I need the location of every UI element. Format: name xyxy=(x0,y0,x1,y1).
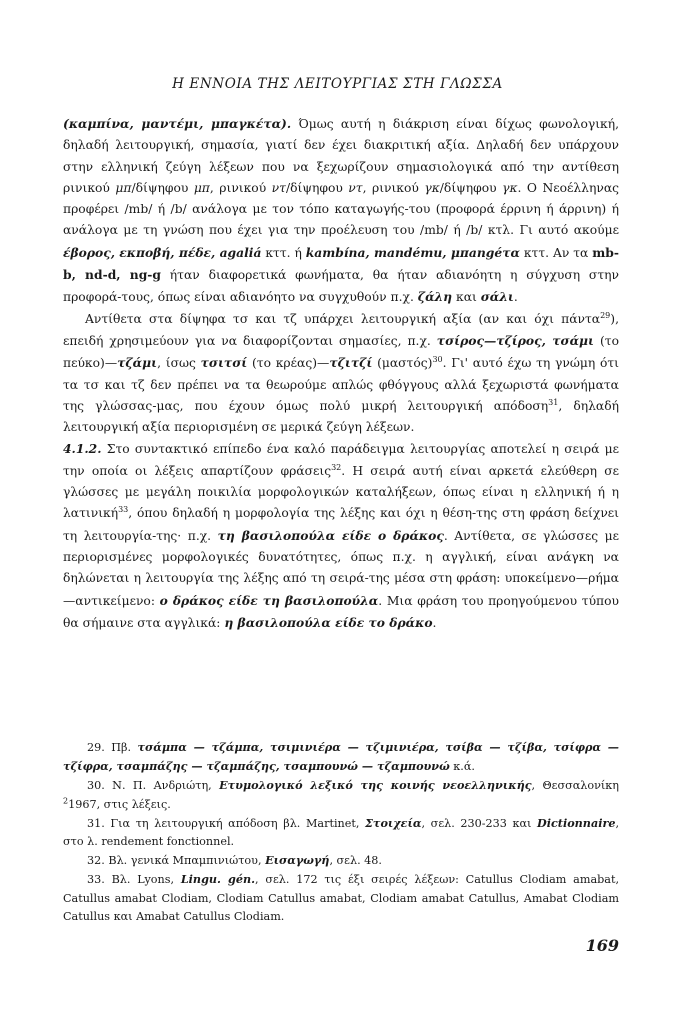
text-span: Όμως αυτή η διάκριση είναι δίχως φωνολογική, δηλαδή λειτουργική, σημασία, γιατί δεν έχει διακριτική αξία. Δηλαδή δεν υπάρχουν στην ελληνική ζεύγη λέξεων που να ξεχωρίζουν σημασιολογικά από την αντίθεση ρινικού xyxy=(63,117,619,195)
text-span: ), επειδή χρησιμεύουν για να διαφορίζονται σημασίες, π.χ. xyxy=(63,311,619,348)
text-span: , δηλαδή λειτουργική αξία περιορισμένη σε μερικά ζεύγη λέξεων. xyxy=(63,398,619,435)
text-span: , στο λ. rendement fonctionnel. xyxy=(63,816,620,849)
text-span: Ν. Π. Ανδριώτη, xyxy=(104,779,220,793)
text-span: . xyxy=(513,290,518,305)
footnote-ref: 32 xyxy=(331,462,342,472)
italic-term: τη βασιλοπούλα είδε ο δράκος xyxy=(217,527,444,543)
edition-superscript: 2 xyxy=(63,795,69,805)
footnote-ref: 33 xyxy=(118,505,129,515)
text-span: Βλ. Lyons, xyxy=(104,873,181,887)
footnote-30 xyxy=(63,776,619,813)
paragraph-2 xyxy=(63,309,619,439)
text-span: Αντίθετα στα δίψηφα τσ και τζ υπάρχει λειτουργική αξία (αν και όχι xyxy=(85,311,562,326)
text-span: . Ο Νεοέλληνας προφέρει /mb/ ή /b/ ανάλογα με τον τόπο καταγωγής-του (προφορά έρρινη ή άρρινη) ή ανάλογα με τη γνώση που έχει για την προέλευση του /mb/ ή /b/ κτλ. Γι αυτό ακούμε xyxy=(63,180,620,238)
italic-term: γκ xyxy=(424,180,440,195)
italic-term: τζιτζί xyxy=(329,355,373,371)
italic-term: Εισαγωγή xyxy=(265,853,330,868)
text-span: , σελ. 48. xyxy=(329,854,382,868)
footnote-29 xyxy=(63,738,619,776)
text-span: /δίψηφου xyxy=(439,180,503,195)
text-span: , Θεσσαλονίκη xyxy=(531,779,619,793)
italic-term: Dictionnaire xyxy=(537,815,616,830)
footnote-number: 33. xyxy=(87,873,105,887)
text-span: Για τη λειτουργική απόδοση βλ. Martinet, xyxy=(104,816,366,830)
text-span: (μαστός) xyxy=(372,356,433,371)
italic-term: ντ xyxy=(348,180,363,195)
text-span: πάντα xyxy=(561,311,601,326)
italic-term: έβορος, εκποβή, πέδε, agaliá xyxy=(63,244,262,260)
text-span: , ρινικού xyxy=(209,180,272,195)
footnotes xyxy=(63,738,619,926)
text-span: κττ. Αν τα xyxy=(519,245,593,260)
text-span: /δίψηφου xyxy=(131,180,194,195)
paragraph-3 xyxy=(63,438,619,634)
text-span: , ίσως xyxy=(157,356,201,371)
italic-term: kambína, mandému, μπangéτα xyxy=(305,244,520,260)
section-number: 4.1.2. xyxy=(63,441,102,457)
footnote-32 xyxy=(63,851,619,870)
italic-term: μπ xyxy=(115,180,132,195)
text-span: , σελ. 230-233 και xyxy=(421,816,538,830)
text-span: Πβ. xyxy=(104,741,138,754)
footnote-ref: 30 xyxy=(432,355,443,365)
italic-term: ζάλη xyxy=(417,289,453,305)
main-text xyxy=(63,113,619,634)
bold-term: mb-b, nd-d, ng-g xyxy=(63,244,619,283)
footnote-number: 32. xyxy=(87,854,105,868)
text-span: Βλ. γενικά Μπαμπινιώτου, xyxy=(104,854,266,868)
text-span: , όπου δηλαδή η μορφολογία της λέξης και όχι η θέση-της στη φράση δείχνει τη λειτουργία-της· π.χ. xyxy=(63,506,619,543)
text-span: 1967, στις λέξεις. xyxy=(68,797,171,811)
italic-term: τζάμι xyxy=(117,355,158,371)
text-span: (το κρέας)— xyxy=(247,356,330,371)
running-header: Η ΕΝΝΟΙΑ ΤΗΣ ΛΕΙΤΟΥΡΓΙΑΣ ΣΤΗ ΓΛΩΣΣΑ xyxy=(172,76,503,92)
footnote-number: 31. xyxy=(87,816,105,830)
italic-term: τσάμπα — τζάμπα, τσιμινιέρα — τζιμινιέρα, τσίβα — τζίβα, τσίφρα — τζίφρα, τσαμπάζης — τζαμπάζης, τσαμπουνώ — τζαμπουνώ xyxy=(63,740,619,774)
italic-term: Στοιχεία xyxy=(365,815,422,830)
text-span: (το πεύκο)— xyxy=(63,333,619,371)
text-span: . Αντίθετα, σε γλώσσες με περιορισμένες μορφολογικές δυνατότητες, όπως π.χ. η αγγλική, είναι ανάγκη να δηλώνεται η λειτουργία της λέξης από τη σειρά-της μέσα στη φράση: υποκείμενο—ρήμα—αντικείμενο: xyxy=(63,528,619,608)
italic-term: (καμπίνα, μαντέμι, μπαγκέτα). xyxy=(63,116,292,131)
italic-term: μπ xyxy=(193,180,210,195)
text-span: . Μια φράση του προηγούμενου τύπου θα σήμαινε στα αγγλικά: xyxy=(63,593,620,630)
text-span: . Γι' αυτό έχω τη γνώμη ότι τα τσ και τζ δεν πρέπει να τα θεωρούμε απλώς φθόγγους αλλά ξεχωριστά φωνήματα της γλώσσας-μας, που έχουν όμως πολύ μικρή λειτουργική απόδοση xyxy=(63,356,619,413)
page-number: 169 xyxy=(585,936,619,955)
italic-term: Lingu. gén. xyxy=(180,872,256,887)
text-span: και xyxy=(452,290,481,305)
text-span: κ.ά. xyxy=(449,760,475,774)
text-span: , σελ. 172 τις έξι σειρές λέξεων: Catullus Clodiam amabat, Catullus amabat Clodiam, Clodiam Catullus amabat, Clodiam amabat Catullus, Amabat Clodiam Catullus και Amabat Catullus Clodiam. xyxy=(63,873,620,923)
text-span: . Η σειρά αυτή είναι αρκετά ελεύθερη σε γλώσσες με μεγάλη ποικιλία μορφολογικών καταλήξεων, όπως είναι η ελληνική ή η λατινική xyxy=(63,463,619,521)
italic-term: τσίρος—τζίρος, τσάμι xyxy=(436,332,595,348)
paragraph-1 xyxy=(63,113,619,309)
footnote-number: 30. xyxy=(87,779,105,793)
italic-term: Ετυμολογικό λεξικό της κοινής νεοελληνικής xyxy=(219,778,532,793)
text-span: . xyxy=(432,615,437,630)
footnote-33 xyxy=(63,870,619,926)
italic-term: ο δράκος είδε τη βασιλοπούλα xyxy=(159,592,379,608)
footnote-number: 29. xyxy=(87,741,105,754)
text-span: ήταν διαφορετικά φωνήματα, θα ήταν αδιανόητη η σύγχυση στην προφορά-τους, όπως είναι αδιανόητο να συγχυθούν π.χ. xyxy=(63,268,619,305)
text-span: Στο συντακτικό επίπεδο ένα καλό παράδειγμα λειτουργίας αποτελεί η σειρά με την οποία οι λέξεις απαρτίζουν φράσεις xyxy=(63,442,619,478)
italic-term: σάλι xyxy=(480,289,514,305)
footnote-31 xyxy=(63,814,619,851)
text-span: , ρινικού xyxy=(362,180,425,195)
text-span: κττ. ή xyxy=(261,245,306,260)
italic-term: γκ xyxy=(502,180,518,195)
italic-term: η βασιλοπούλα είδε το δράκο xyxy=(224,614,433,630)
italic-term: τσιτσί xyxy=(200,355,248,371)
footnote-ref: 29 xyxy=(600,310,611,320)
text-span: /δίψηφου xyxy=(285,180,349,195)
italic-term: ντ xyxy=(271,180,286,195)
footnote-ref: 31 xyxy=(548,397,559,407)
